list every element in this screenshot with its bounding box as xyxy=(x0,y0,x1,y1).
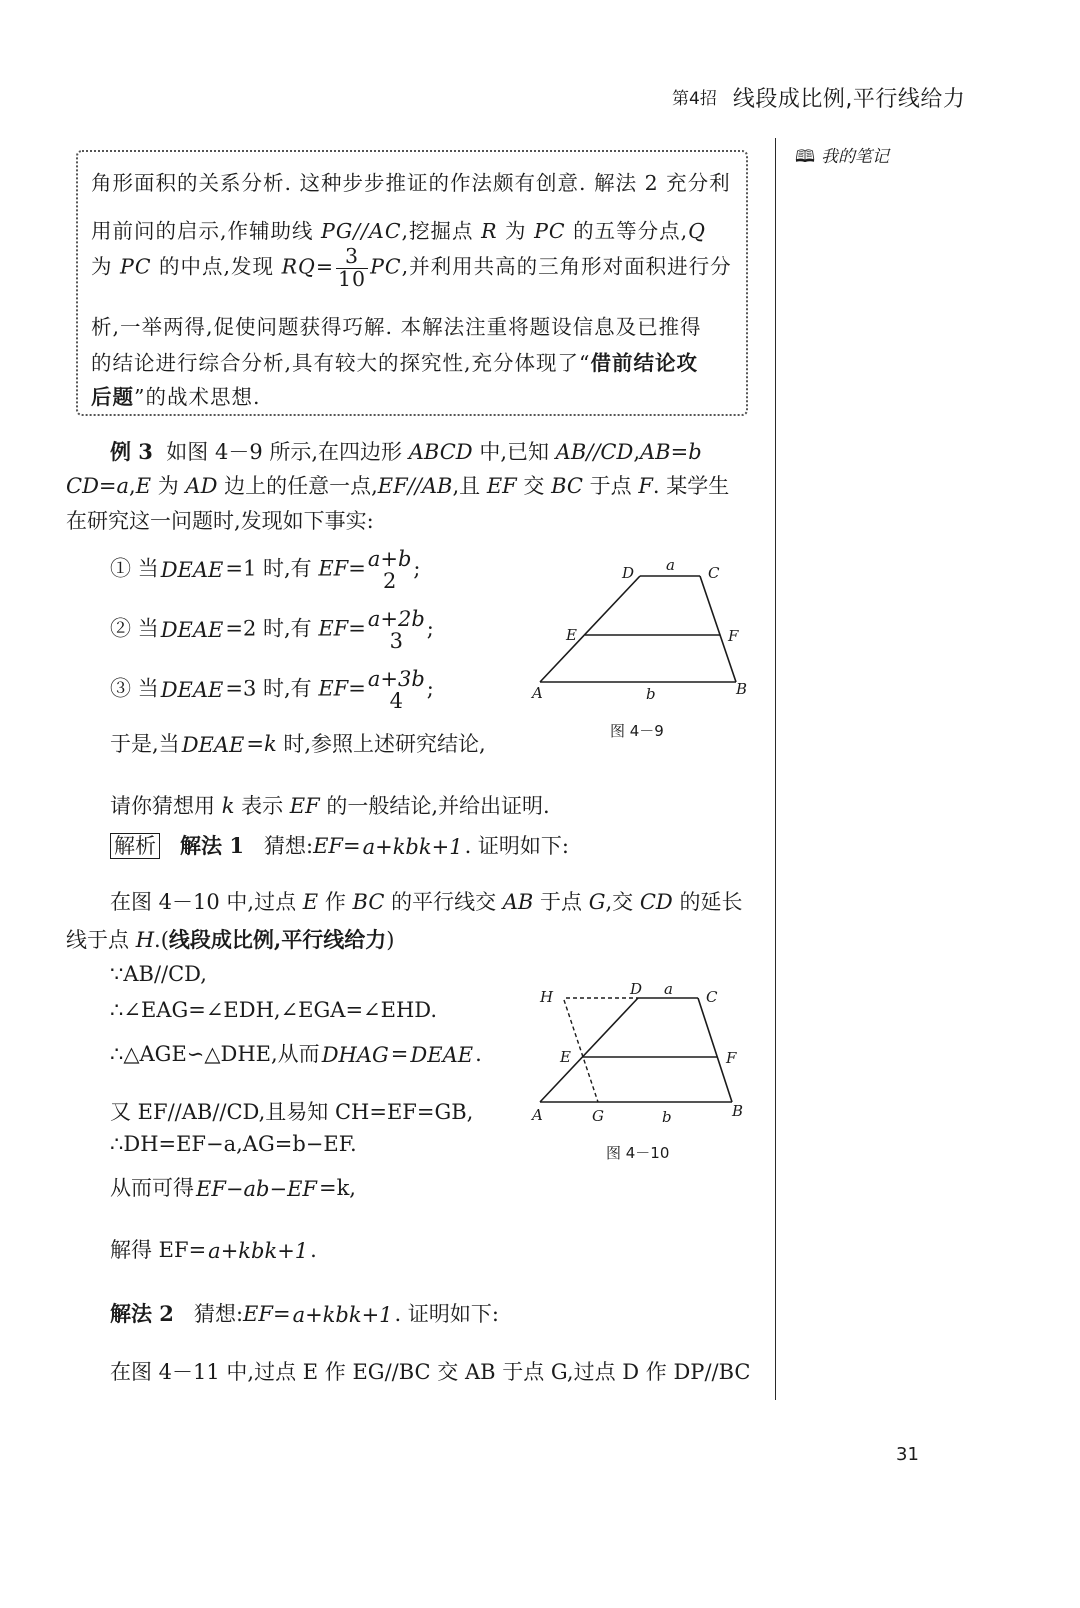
running-header xyxy=(672,82,965,113)
step-4: 又 EF//AB//CD,且易知 CH=EF=GB, xyxy=(110,1100,474,1124)
fig9-label-C: C xyxy=(708,564,720,582)
step-3: ∴△AGE∽△DHE,从而DHAG=DEAE. xyxy=(110,1042,482,1068)
fig9-label-E: E xyxy=(566,626,577,644)
solution-2-line-1: 在图 4－11 中,过点 E 作 EG//BC 交 AB 于点 G,过点 D 作 DP//BC xyxy=(110,1360,751,1384)
fig9-label-B: B xyxy=(736,680,748,698)
solution-2-heading: 解法 2 猜想:EF=a+kbk+1. 证明如下: xyxy=(110,1301,499,1328)
question-line: 请你猜想用 k 表示 EF 的一般结论,并给出证明. xyxy=(110,794,550,818)
example-label: 例 3 xyxy=(110,439,153,464)
fig9-label-b: b xyxy=(646,685,656,703)
notes-heading xyxy=(795,142,889,173)
fraction-3-10: $\frac{3}{10}$ xyxy=(338,244,367,291)
fig9-line-AD xyxy=(540,576,640,682)
example3-line-3: 在研究这一问题时,发现如下事实: xyxy=(66,509,374,533)
figure-4-10 xyxy=(524,976,764,1126)
fig10-label-a: a xyxy=(664,980,673,998)
fig10-label-F: F xyxy=(726,1049,737,1067)
example3-line-1: 例 3 如图 4－9 所示,在四边形 ABCD 中,已知 AB//CD,AB=b xyxy=(110,439,702,464)
page-number: 31 xyxy=(896,1444,919,1465)
notes-label: 我的笔记 xyxy=(821,147,890,167)
step-7: 解得 EF=a+kbk+1. xyxy=(110,1238,317,1264)
case-2: ② 当DEAE=2 时,有 EF=a+2b 3 ; xyxy=(110,607,434,654)
fig10-label-B: B xyxy=(732,1102,744,1120)
commentary-box xyxy=(76,150,748,416)
example3-line-2: CD=a,E 为 AD 边上的任意一点,EF//AB,且 EF 交 BC 于点 F. 某学生 xyxy=(66,474,730,498)
box-line-6: 后题”的战术思想. xyxy=(91,385,261,409)
fig9-label-F: F xyxy=(728,627,739,645)
solution-1-line-2: 线于点 H.(线段成比例,平行线给力) xyxy=(66,927,395,952)
fig10-line-AD xyxy=(540,998,638,1102)
box-line-2: 用前问的启示,作辅助线 PG//AC,挖掘点 R 为 PC 的五等分点,Q xyxy=(91,219,706,243)
step-6: 从而可得EF−ab−EF=k, xyxy=(110,1176,356,1202)
figure-4-10-caption: 图 4－10 xyxy=(606,1144,670,1162)
solution-1-line-1: 在图 4－10 中,过点 E 作 BC 的平行线交 AB 于点 G,交 CD 的延长 xyxy=(110,890,743,914)
chapter-title: 线段成比例,平行线给力 xyxy=(732,87,966,112)
margin-divider xyxy=(775,138,776,1400)
fig9-label-D: D xyxy=(622,564,635,582)
generalize-line: 于是,当DEAE=k 时,参照上述研究结论, xyxy=(110,732,486,758)
box-line-1: 角形面积的关系分析. 这种步步推证的作法颇有创意. 解法 2 充分利 xyxy=(91,171,731,195)
analysis-tag: 解析 xyxy=(110,833,160,859)
box-line-3: 为 PC 的中点,发现 RQ= $\frac{3}{10}$ PC,并利用共高的三角形对面积进行分 xyxy=(91,244,732,291)
fig10-label-D: D xyxy=(630,980,643,998)
fig10-label-H: H xyxy=(540,988,554,1006)
fig10-label-G: G xyxy=(592,1107,604,1125)
fig9-label-a: a xyxy=(666,556,675,574)
fig10-label-A: A xyxy=(532,1106,543,1124)
step-1: ∵AB//CD, xyxy=(110,962,207,986)
case-1: ① 当DEAE=1 时,有 EF=a+b 2 ; xyxy=(110,547,421,594)
step-2: ∴∠EAG=∠EDH,∠EGA=∠EHD. xyxy=(110,998,438,1022)
fig10-label-b: b xyxy=(662,1108,672,1126)
box-line-5: 的结论进行综合分析,具有较大的探究性,充分体现了“借前结论攻 xyxy=(91,351,699,375)
book-icon: 🕮 xyxy=(795,147,816,167)
fig9-label-A: A xyxy=(532,684,543,702)
fig10-label-C: C xyxy=(706,988,718,1006)
figure-4-9-caption: 图 4－9 xyxy=(610,722,664,740)
fig10-label-E: E xyxy=(560,1048,571,1066)
case-3: ③ 当DEAE=3 时,有 EF=a+3b 4 ; xyxy=(110,667,434,714)
chapter-label: 第4招 xyxy=(672,89,717,109)
solution-1-heading: 解析 解法 1 猜想:EF=a+kbk+1. 证明如下: xyxy=(110,830,569,860)
box-line-4: 析,一举两得,促使问题获得巧解. 本解法注重将题设信息及已推得 xyxy=(91,315,702,339)
step-5: ∴DH=EF−a,AG=b−EF. xyxy=(110,1132,357,1156)
